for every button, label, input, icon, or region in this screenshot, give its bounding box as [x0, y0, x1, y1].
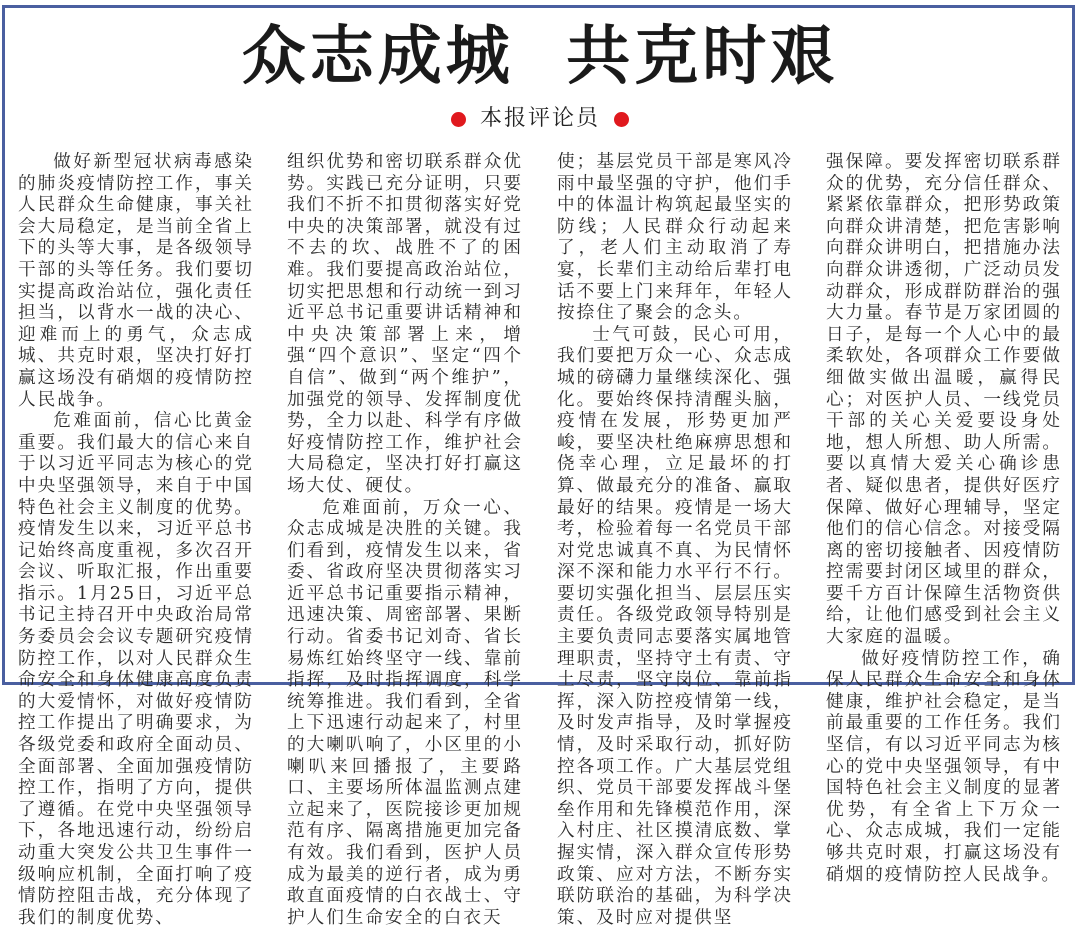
red-dot-right-icon — [614, 112, 629, 127]
paragraph: 强保障。要发挥密切联系群众的优势，充分信任群众、紧紧依靠群众，把形势政策向群众讲清楚，把危害影响向群众讲明白，把措施办法向群众讲透彻，广泛动员发动群众，形成群防群治的强大力量。春节是万家团圆的日子，是每一个人心中的最柔软处，各项群众工作要做细做实做出温暖，赢得民心；对医护人员、一线党员干部的关心关爱要设身处地，想人所想、助人所需。要以真情大爱关心确诊患者、疑似患者，提供好医疗保障、做好心理辅导，坚定他们的信心信念。对接受隔离的密切接触者、因疫情防控需要封闭区域里的群众，要千方百计保障生活物资供给，让他们感受到社会主义大家庭的温暖。 — [826, 152, 1062, 649]
red-dot-left-icon — [451, 112, 466, 127]
headline: 众志成城 共克时艰 — [0, 18, 1080, 96]
text-column-3 — [557, 152, 793, 929]
byline-text: 本报评论员 — [480, 104, 600, 134]
paragraph: 士气可鼓，民心可用，我们要把万众一心、众志成城的磅礴力量继续深化、强化。要始终保持清醒头脑，疫情在发展，形势更加严峻，要坚决杜绝麻痹思想和侥幸心理，立足最坏的打算、做最充分的准备、赢取最好的结果。疫情是一场大考，检验着每一名党员干部对党忠诚真不真、为民情怀深不深和能力水平行不行。要切实强化担当、层层压实责任。各级党政领导特别是主要负责同志要落实属地管理职责，坚持守土有责、守土尽责，坚守岗位、靠前指挥，深入防控疫情第一线，及时发声指导，及时掌握疫情，及时采取行动，抓好防控各项工作。广大基层党组织、党员干部要发挥战斗堡垒作用和先锋模范作用，深入村庄、社区摸清底数、掌握实情，深入群众宣传形势政策、应对方法，不断夯实联防联治的基础，为科学决策、及时应对提供坚 — [557, 325, 793, 929]
byline — [0, 104, 1080, 134]
paragraph: 做好新型冠状病毒感染的肺炎疫情防控工作，事关人民群众生命健康，事关社会大局稳定，是当前全省上下的头等大事，是各级领导干部的头等任务。我们要切实提高政治站位，强化责任担当，以背水一战的决心、迎难而上的勇气，众志成城、共克时艰，坚决打好打赢这场没有硝烟的疫情防控人民战争。 — [18, 152, 254, 411]
text-column-4 — [826, 152, 1062, 886]
text-column-2 — [287, 152, 523, 929]
text-column-1 — [18, 152, 254, 929]
paragraph: 组织优势和密切联系群众优势。实践已充分证明，只要我们不折不扣贯彻落实好党中央的决策部署，就没有过不去的坎、战胜不了的困难。我们要提高政治站位，切实把思想和行动统一到习近平总书记重要讲话精神和中央决策部署上来，增强“四个意识”、坚定“四个自信”、做到“两个维护”，加强党的领导、发挥制度优势，全力以赴、科学有序做好疫情防控工作，维护社会大局稳定，坚决打好打赢这场大仗、硬仗。 — [287, 152, 523, 498]
paragraph: 使；基层党员干部是寒风冷雨中最坚强的守护，他们手中的体温计构筑起最坚实的防线；人民群众行动起来了，老人们主动取消了寿宴，长辈们主动给后辈打电话不要上门来拜年，年轻人按捺住了聚会的念头。 — [557, 152, 793, 325]
paragraph: 危难面前，信心比黄金重要。我们最大的信心来自于以习近平同志为核心的党中央坚强领导，来自于中国特色社会主义制度的优势。疫情发生以来，习近平总书记始终高度重视，多次召开会议、听取汇报，作出重要指示。1月25日，习近平总书记主持召开中央政治局常务委员会会议专题研究疫情防控工作，以对人民群众生命安全和身体健康高度负责的大爱情怀，对做好疫情防控工作提出了明确要求，为各级党委和政府全面动员、全面部署、全面加强疫情防控工作，指明了方向，提供了遵循。在党中央坚强领导下，各地迅速行动，纷纷启动重大突发公共卫生事件一级响应机制，全面打响了疫情防控阻击战，充分体现了我们的制度优势、 — [18, 411, 254, 929]
paragraph: 做好疫情防控工作，确保人民群众生命安全和身体健康，维护社会稳定，是当前最重要的工作任务。我们坚信，有以习近平同志为核心的党中央坚强领导，有中国特色社会主义制度的显著优势，有全省上下万众一心、众志成城，我们一定能够共克时艰，打赢这场没有硝烟的疫情防控人民战争。 — [826, 649, 1062, 887]
paragraph: 危难面前，万众一心、众志成城是决胜的关键。我们看到，疫情发生以来，省委、省政府坚决贯彻落实习近平总书记重要指示精神，迅速决策、周密部署、果断行动。省委书记刘奇、省长易炼红始终坚守一线、靠前指挥，及时指挥调度，科学统筹推进。我们看到，全省上下迅速行动起来了，村里的大喇叭响了，小区里的小喇叭来回播报了，主要路口、主要场所体温监测点建立起来了，医院接诊更加规范有序、隔离措施更加完备有效。我们看到，医护人员成为最美的逆行者，成为勇敢直面疫情的白衣战士、守护人们生命安全的白衣天 — [287, 498, 523, 929]
